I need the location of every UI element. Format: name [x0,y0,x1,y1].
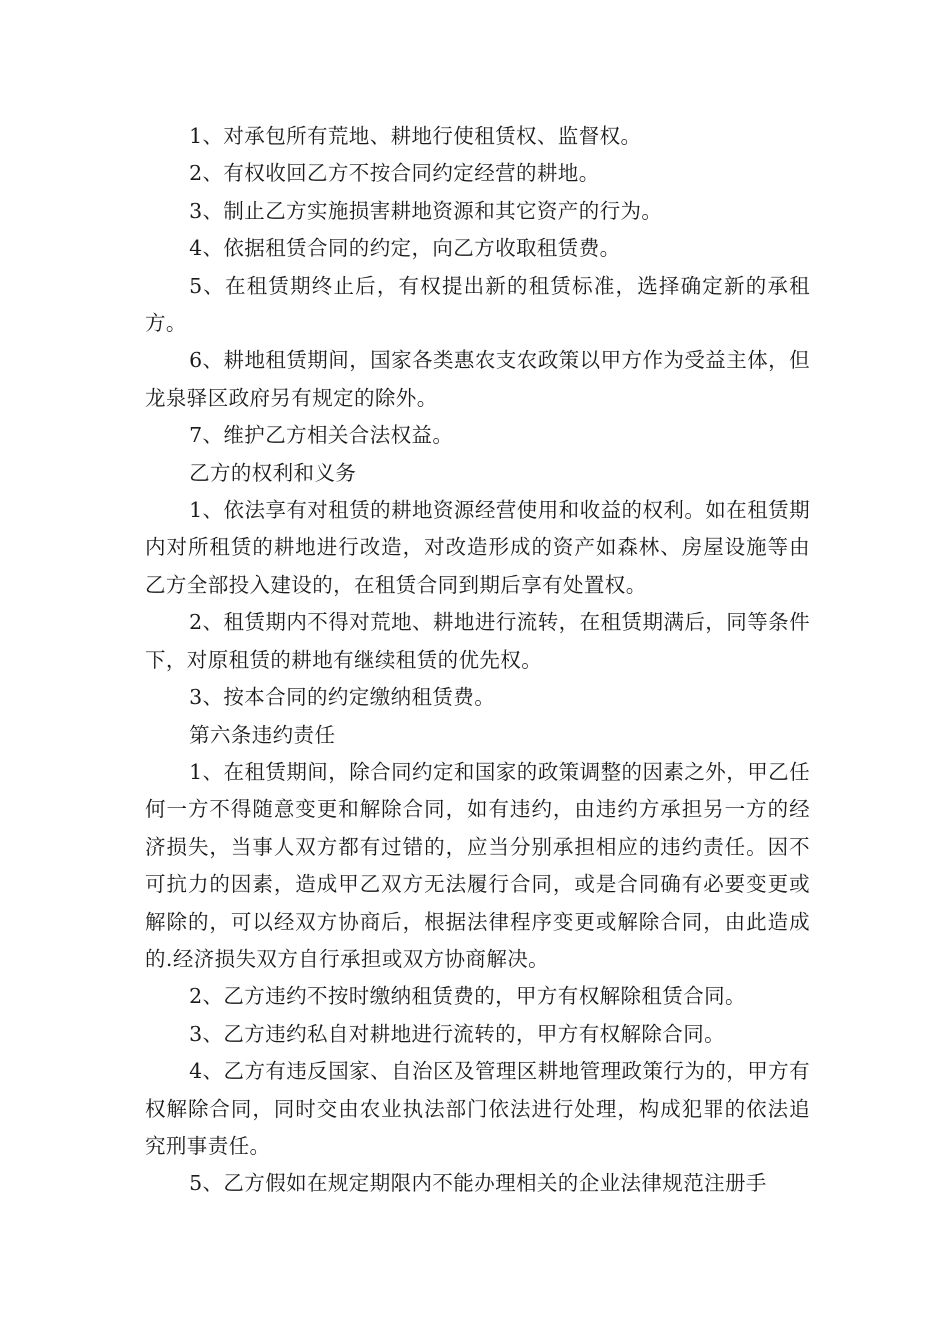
paragraph-lessor-right-6: 6、耕地租赁期间，国家各类惠农支农政策以甲方作为受益主体，但龙泉驿区政府另有规定的除外。 [145,348,810,410]
document-page [145,118,810,1203]
section-heading-lessee-rights: 乙方的权利和义务 [189,460,357,485]
paragraph-lessee-right-1: 1、依法享有对租赁的耕地资源经营使用和收益的权利。如在租赁期内对所租赁的耕地进行改造，对改造形成的资产如森林、房屋设施等由乙方全部投入建设的，在租赁合同到期后享有处置权。 [145,498,810,597]
paragraph-breach-1: 1、在租赁期间，除合同约定和国家的政策调整的因素之外，甲乙任何一方不得随意变更和解除合同，如有违约，由违约方承担另一方的经济损失，当事人双方都有过错的，应当分别承担相应的违约责任。因不可抗力的因素，造成甲乙双方无法履行合同，或是合同确有必要变更或解除的，可以经双方协商后，根据法律程序变更或解除合同，由此造成的.经济损失双方自行承担或双方协商解决。 [145,759,810,971]
paragraph-lessor-right-2: 2、有权收回乙方不按合同约定经营的耕地。 [189,161,600,186]
paragraph-lessee-right-3: 3、按本合同的约定缴纳租赁费。 [189,685,496,710]
paragraph-lessor-right-1: 1、对承包所有荒地、耕地行使租赁权、监督权。 [189,124,642,148]
paragraph-breach-5: 5、乙方假如在规定期限内不能办理相关的企业法律规范注册手 [189,1171,767,1196]
section-heading-breach-liability: 第六条违约责任 [189,722,336,747]
paragraph-lessor-right-3: 3、制止乙方实施损害耕地资源和其它资产的行为。 [189,198,663,223]
paragraph-breach-4: 4、乙方有违反国家、自治区及管理区耕地管理政策行为的，甲方有权解除合同，同时交由农业执法部门依法进行处理，构成犯罪的依法追究刑事责任。 [145,1059,810,1158]
paragraph-lessor-right-4: 4、依据租赁合同的约定，向乙方收取租赁费。 [189,236,621,261]
paragraph-lessor-right-5: 5、在租赁期终止后，有权提出新的租赁标准，选择确定新的承租方。 [145,273,810,336]
paragraph-breach-3: 3、乙方违约私自对耕地进行流转的，甲方有权解除合同。 [189,1021,726,1046]
paragraph-lessee-right-2: 2、租赁期内不得对荒地、耕地进行流转，在租赁期满后，同等条件下，对原租赁的耕地有继续租赁的优先权。 [145,610,810,672]
paragraph-lessor-right-7: 7、维护乙方相关合法权益。 [189,423,454,448]
paragraph-breach-2: 2、乙方违约不按时缴纳租赁费的，甲方有权解除租赁合同。 [189,984,746,1009]
